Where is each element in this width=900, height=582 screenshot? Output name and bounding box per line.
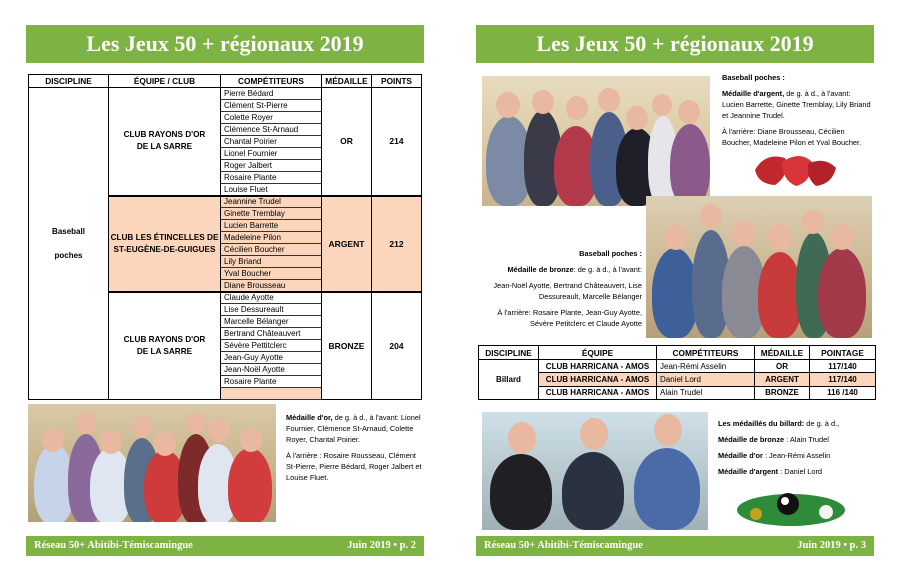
caption-text: de g. à d., [804, 419, 840, 428]
silver-medal-team-photo [482, 76, 710, 206]
col-discipline: DISCIPLINE [479, 346, 539, 360]
club-cell [109, 196, 221, 292]
page-banner: Les Jeux 50 + régionaux 2019 [476, 25, 874, 63]
competitor: Pierre Bédard [221, 88, 322, 100]
competitor: Jean-Noël Ayotte [221, 364, 322, 376]
competitor: Clément St-Pierre [221, 100, 322, 112]
competitor: Yval Boucher [221, 268, 322, 280]
col-medal: MÉDAILLE [755, 346, 810, 360]
medal-cell: BRONZE [755, 386, 810, 399]
club-name: DE LA SARRE [136, 142, 193, 152]
ball-icon [750, 508, 762, 520]
billiard-table-image [736, 484, 846, 528]
caption-title: Baseball poches : [579, 249, 642, 258]
competitor: Madeleine Pilon [221, 232, 322, 244]
gold-medal-team-photo [28, 404, 276, 522]
medal-cell: OR [755, 360, 810, 373]
billard-caption [718, 418, 878, 482]
table-row [29, 88, 422, 100]
caption-text: À l'arrière: Rosaire Plante, Jean-Guy Ayotte, Sévère Petitclerc et Claude Ayotte [497, 308, 642, 328]
club-name: CLUB LES ÉTINCELLES DE [110, 232, 219, 242]
col-points: POINTS [372, 75, 422, 88]
competitor: Bertrand Châteauvert [221, 328, 322, 340]
col-team: ÉQUIPE [539, 346, 657, 360]
cue-ball-icon [819, 505, 833, 519]
medal-cell: ARGENT [322, 196, 372, 292]
billard-results-table [478, 345, 876, 400]
club-name: DE LA SARRE [136, 346, 193, 356]
bean-bag-image [750, 150, 840, 190]
team-cell: CLUB HARRICANA - AMOS [539, 373, 657, 386]
competitor: Lionel Fournier [221, 148, 322, 160]
table-row [479, 360, 876, 373]
table-header-row [479, 346, 876, 360]
col-score: POINTAGE [810, 346, 876, 360]
competitor: Chantal Poirier [221, 136, 322, 148]
competitor: Lise Dessureault [221, 304, 322, 316]
caption-bold: Médaille d'or [718, 451, 763, 460]
bronze-medal-caption [480, 248, 642, 334]
competitor: Rosaire Plante [221, 172, 322, 184]
points-cell: 214 [372, 88, 422, 196]
caption-text: de g. à d., à l'avant: Lucien Barrette, Ginette Tremblay, Lily Briand et Jeannine Trudel. [722, 89, 871, 120]
competitor: Louise Fluet [221, 184, 322, 196]
club-cell [109, 292, 221, 400]
col-medal: MÉDAILLE [322, 75, 372, 88]
club-cell [109, 88, 221, 196]
gold-medal-caption [286, 412, 426, 488]
competitor: Jean-Rémi Asselin [657, 360, 755, 373]
caption-text: Jean-Noël Ayotte, Bertrand Châteauvert, Lise Dessureault, Marcelle Bélanger [493, 281, 642, 301]
col-competitors: COMPÉTITEURS [221, 75, 322, 88]
club-name: CLUB RAYONS D'OR [123, 130, 206, 140]
bean-bag-shape [782, 156, 812, 186]
competitor: Cécilien Boucher [221, 244, 322, 256]
competitor: Diane Brousseau [221, 280, 322, 292]
table-row [479, 386, 876, 399]
caption-text: : Alain Trudel [784, 435, 829, 444]
competitor: Roger Jalbert [221, 160, 322, 172]
caption-text: : Jean-Rémi Asselin [762, 451, 831, 460]
competitor: Jeannine Trudel [221, 196, 322, 208]
col-competitors: COMPÉTITEURS [657, 346, 755, 360]
footer-page-number: Juin 2019 • p. 2 [347, 540, 416, 551]
competitor: Clémence St-Arnaud [221, 124, 322, 136]
points-cell: 212 [372, 196, 422, 292]
caption-bold: Médaille d'or, [286, 413, 333, 422]
team-cell: CLUB HARRICANA - AMOS [539, 386, 657, 399]
caption-bold: Médaille d'argent [718, 467, 779, 476]
bean-bag-shape [808, 161, 836, 186]
competitor: Claude Ayotte [221, 292, 322, 304]
footer-publication: Réseau 50+ Abitibi-Témiscamingue [34, 540, 193, 551]
medal-cell: ARGENT [755, 373, 810, 386]
competitor: Daniel Lord [657, 373, 755, 386]
discipline-cell [29, 88, 109, 400]
caption-text: de g. à d., à l'avant: Lionel Fournier, Clémence St-Arnaud, Colette Royer, Chantal Poirier. [286, 413, 421, 444]
medal-cell: BRONZE [322, 292, 372, 400]
competitor: Rosaire Plante [221, 376, 322, 388]
eight-ball-spot [781, 497, 789, 505]
caption-bold: Médaille d'argent, [722, 89, 785, 98]
page-footer [476, 536, 874, 556]
caption-text: : de g. à d., à l'avant: [573, 265, 642, 274]
competitor: Lily Briand [221, 256, 322, 268]
baseball-results-table [28, 74, 422, 400]
billard-medalists-photo [482, 412, 708, 530]
discipline-line2: poches [54, 250, 83, 260]
table-header-row [29, 75, 422, 88]
competitor: Colette Royer [221, 112, 322, 124]
discipline-cell: Billard [479, 360, 539, 400]
competitor: Sévère Pettitclerc [221, 340, 322, 352]
caption-title: Les médaillés du billard: [718, 419, 805, 428]
score-cell: 117/140 [810, 373, 876, 386]
caption-bold: Médaille de bronze [718, 435, 785, 444]
footer-page-number: Juin 2019 • p. 3 [797, 540, 866, 551]
silver-medal-caption [722, 72, 872, 153]
caption-text: À l'arrière : Rosaire Rousseau, Clément St-Pierre, Pierre Bédard, Roger Jalbert et Louise Fluet. [286, 451, 422, 482]
club-name: CLUB RAYONS D'OR [123, 334, 206, 344]
competitor [221, 388, 322, 400]
page-banner: Les Jeux 50 + régionaux 2019 [26, 25, 424, 63]
score-cell: 117/140 [810, 360, 876, 373]
medal-cell: OR [322, 88, 372, 196]
table-row [479, 373, 876, 386]
competitor: Jean-Guy Ayotte [221, 352, 322, 364]
competitor: Marcelle Bélanger [221, 316, 322, 328]
col-club: ÉQUIPE / CLUB [109, 75, 221, 88]
bronze-medal-team-photo [646, 196, 872, 338]
caption-title: Baseball poches : [722, 73, 785, 82]
col-discipline: DISCIPLINE [29, 75, 109, 88]
page-footer [26, 536, 424, 556]
competitor: Lucien Barrette [221, 220, 322, 232]
footer-publication: Réseau 50+ Abitibi-Témiscamingue [484, 540, 643, 551]
competitor: Ginette Tremblay [221, 208, 322, 220]
caption-bold: Médaille de bronze [507, 265, 574, 274]
bean-bag-shape [755, 157, 786, 186]
team-cell: CLUB HARRICANA - AMOS [539, 360, 657, 373]
competitor: Alain Trudel [657, 386, 755, 399]
discipline-line1: Baseball [52, 226, 85, 236]
club-name: ST-EUGÈNE-DE-GUIGUES [113, 244, 216, 254]
points-cell: 204 [372, 292, 422, 400]
eight-ball-icon [777, 493, 799, 515]
caption-text: : Daniel Lord [778, 467, 823, 476]
score-cell: 116 /140 [810, 386, 876, 399]
caption-text: À l'arrière: Diane Brousseau, Cécilien Boucher, Madeleine Pilon et Yval Boucher. [722, 127, 862, 147]
